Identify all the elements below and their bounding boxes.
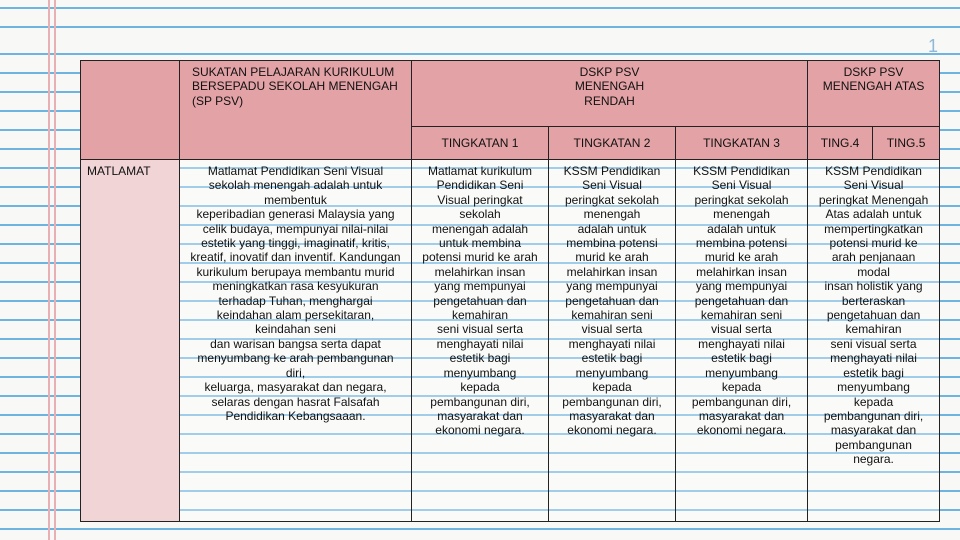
header-ting-4: TING.4 (808, 127, 873, 160)
margin-line-left (48, 0, 50, 540)
row-label-matlamat: MATLAMAT (81, 160, 180, 522)
cell-tingkatan-3-matlamat: KSSM Pendidikan Seni Visual peringkat sekolah menengah adalah untuk membina potensi murid ke arah melahirkan insan yang mempunyai pengetahuan dan kemahiran seni visual serta menghayati nilai estetik bagi menyumbang kepada pembangunan diri, masyarakat dan ekonomi negara. (676, 160, 808, 522)
curriculum-comparison-table (80, 60, 940, 522)
header-sp-psv: SUKATAN PELAJARAN KURIKULUM BERSEPADU SEKOLAH MENENGAH (SP PSV) (180, 61, 412, 160)
margin-line-left-inner (54, 0, 56, 540)
page-number: 1 (927, 36, 938, 56)
cell-menengah-atas-matlamat: KSSM Pendidikan Seni Visual peringkat Menengah Atas adalah untuk mempertingkatkan potensi murid ke arah penjanaan modal insan holistik yang berteraskan pengetahuan dan kemahiran seni visual serta menghayati nilai estetik bagi menyumbang kepada pembangunan diri, masyarakat dan pembangunan negara. (808, 160, 940, 522)
header-empty-cell (81, 61, 180, 160)
header-tingkatan-3: TINGKATAN 3 (676, 127, 808, 160)
cell-tingkatan-2-matlamat: KSSM Pendidikan Seni Visual peringkat sekolah menengah adalah untuk membina potensi murid ke arah melahirkan insan yang mempunyai pengetahuan dan kemahiran seni visual serta menghayati nilai estetik bagi menyumbang kepada pembangunan diri, masyarakat dan ekonomi negara. (549, 160, 676, 522)
header-dskp-menengah-atas: DSKP PSV MENENGAH ATAS (808, 61, 940, 127)
header-tingkatan-1: TINGKATAN 1 (412, 127, 549, 160)
header-tingkatan-2: TINGKATAN 2 (549, 127, 676, 160)
header-ting-5: TING.5 (873, 127, 940, 160)
cell-sp-psv-matlamat: Matlamat Pendidikan Seni Visual sekolah menengah adalah untuk membentuk keperibadian generasi Malaysia yang celik budaya, mempunyai nilai-nilai estetik yang tinggi, imaginatif, kritis, kreatif, inovatif dan inventif. Kandungan kurikulum berupaya membantu murid meningkatkan rasa kesyukuran terhadap Tuhan, menghargai keindahan alam persekitaran, keindahan seni dan warisan bangsa serta dapat menyumbang ke arah pembangunan diri, keluarga, masyarakat dan negara, selaras dengan hasrat Falsafah Pendidikan Kebangsaaan. (180, 160, 412, 522)
cell-tingkatan-1-matlamat: Matlamat kurikulum Pendidikan Seni Visual peringkat sekolah menengah adalah untuk membina potensi murid ke arah melahirkan insan yang mempunyai pengetahuan dan kemahiran seni visual serta menghayati nilai estetik bagi menyumbang kepada pembangunan diri, masyarakat dan ekonomi negara. (412, 160, 549, 522)
header-dskp-menengah-rendah: DSKP PSV MENENGAH RENDAH (412, 61, 808, 127)
